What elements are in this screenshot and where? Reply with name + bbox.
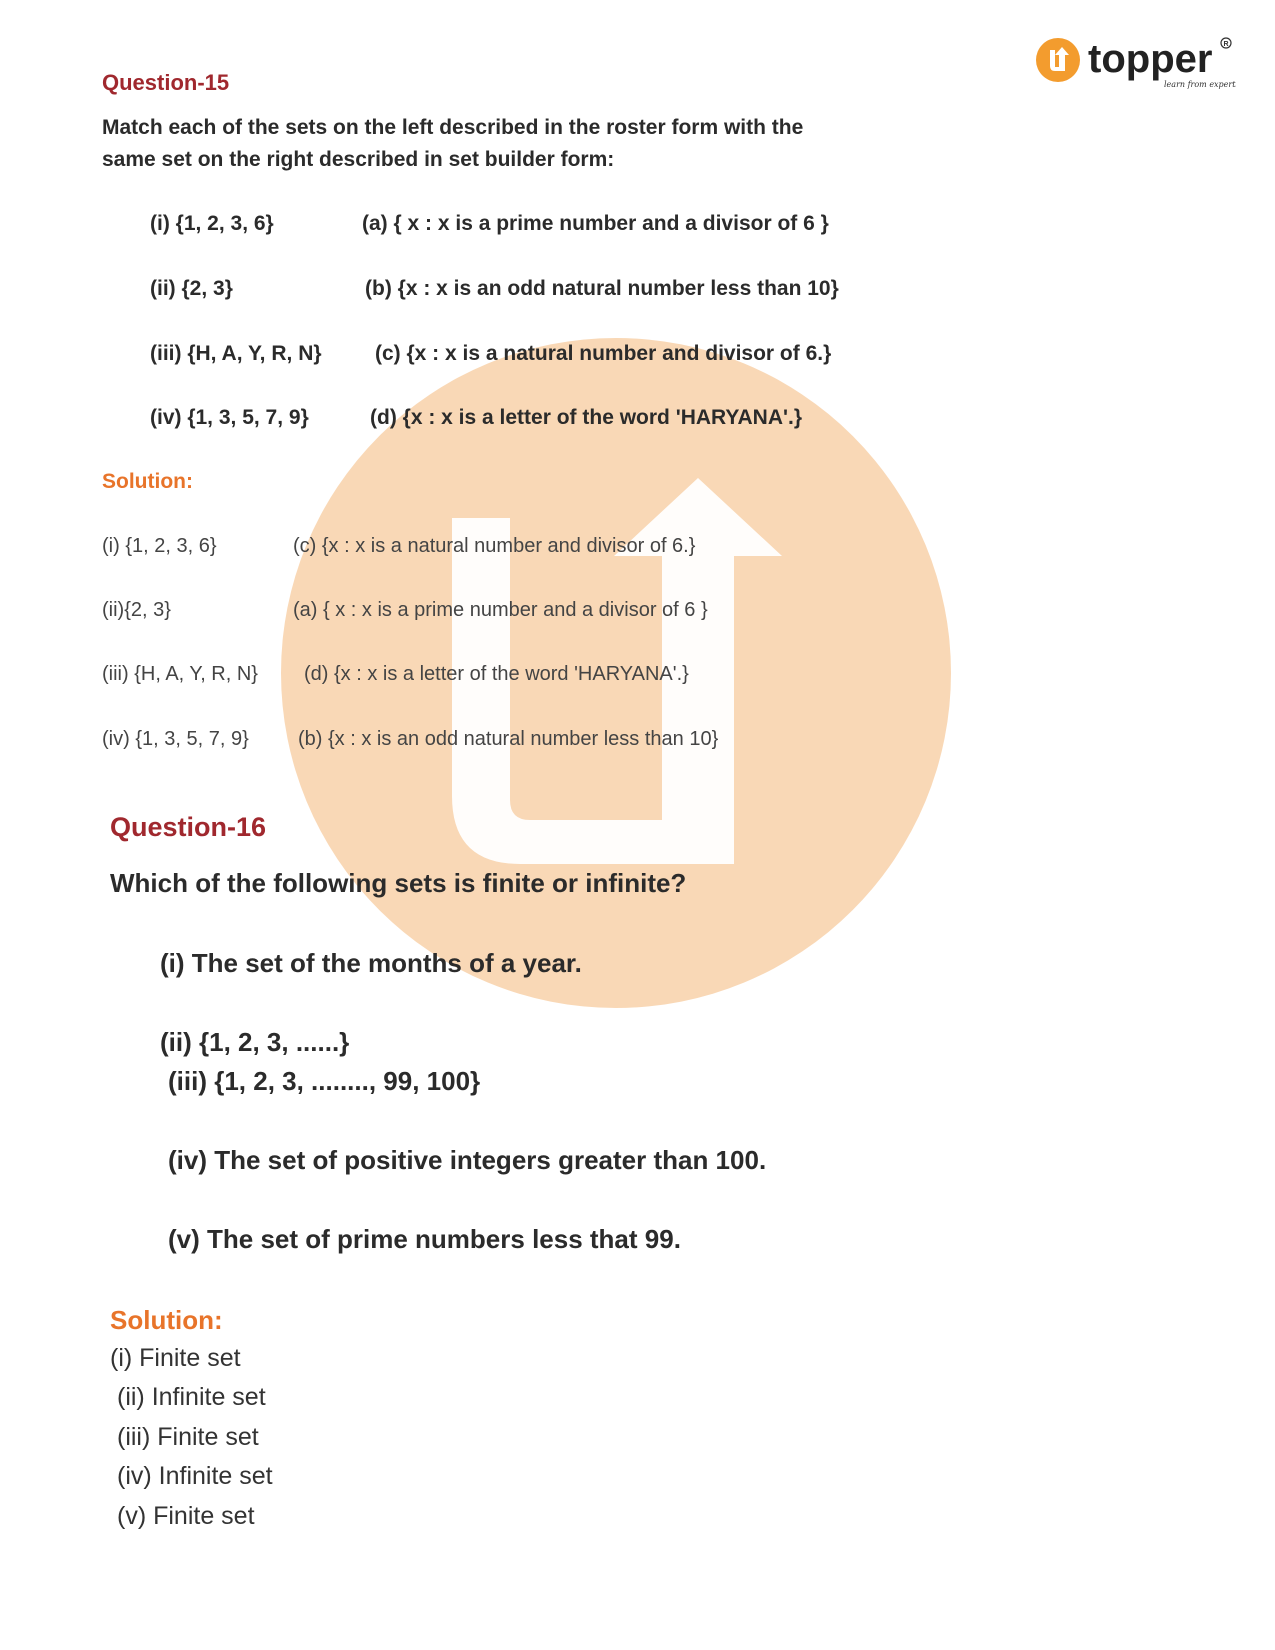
q15-text-line1: Match each of the sets on the left described in the roster form with the — [102, 116, 804, 139]
q16-item: (iii) {1, 2, 3, ........, 99, 100} — [168, 1066, 481, 1096]
q16-item: (i) The set of the months of a year. — [160, 948, 582, 978]
q16-title: Question-16 — [110, 812, 267, 842]
q15-solution-right: (b) {x : x is an odd natural number less than 10} — [298, 728, 719, 750]
q15-solution-left: (i) {1, 2, 3, 6} — [102, 535, 217, 557]
q15-left-item: (i) {1, 2, 3, 6} — [150, 212, 274, 235]
brand-name: topper — [1088, 37, 1213, 81]
q16-item: (iv) The set of positive integers greater than 100. — [168, 1145, 767, 1175]
q16-item: (v) The set of prime numbers less that 99. — [168, 1224, 681, 1254]
q15-solution-right: (a) { x : x is a prime number and a divisor of 6 } — [293, 599, 708, 621]
brand-tagline: learn from experts — [1164, 80, 1236, 89]
q16-solution-item: (ii) Infinite set — [117, 1383, 266, 1411]
q15-solution-left: (iv) {1, 3, 5, 7, 9} — [102, 728, 249, 750]
q15-title: Question-15 — [102, 70, 230, 95]
svg-text:R: R — [1223, 41, 1229, 48]
q15-text-line2: same set on the right described in set builder form: — [102, 148, 615, 171]
q15-solution-right: (d) {x : x is a letter of the word 'HARYANA'.} — [304, 663, 689, 685]
q15-left-item: (ii) {2, 3} — [150, 277, 233, 300]
q15-right-item: (d) {x : x is a letter of the word 'HARYANA'.} — [370, 406, 802, 429]
q16-item: (ii) {1, 2, 3, ......} — [160, 1027, 350, 1057]
q16-solution-item: (iii) Finite set — [117, 1423, 259, 1451]
q15-solution-left: (iii) {H, A, Y, R, N} — [102, 663, 258, 685]
q15-solution-title: Solution: — [102, 470, 193, 493]
q15-right-item: (b) {x : x is an odd natural number less than 10} — [365, 277, 839, 300]
topper-logo — [1036, 36, 1236, 96]
q16-solution-item: (v) Finite set — [117, 1502, 255, 1530]
q15-right-item: (a) { x : x is a prime number and a divisor of 6 } — [362, 212, 829, 235]
q15-left-item: (iv) {1, 3, 5, 7, 9} — [150, 406, 309, 429]
q16-text: Which of the following sets is finite or infinite? — [110, 868, 687, 898]
q15-solution-right: (c) {x : x is a natural number and divisor of 6.} — [293, 535, 696, 557]
q15-solution-left: (ii){2, 3} — [102, 599, 171, 621]
q15-right-item: (c) {x : x is a natural number and divisor of 6.} — [375, 342, 832, 365]
q15-left-item: (iii) {H, A, Y, R, N} — [150, 342, 322, 365]
q16-solution-item: (i) Finite set — [110, 1344, 241, 1372]
q16-solution-title: Solution: — [110, 1305, 223, 1335]
q16-solution-item: (iv) Infinite set — [117, 1462, 273, 1490]
